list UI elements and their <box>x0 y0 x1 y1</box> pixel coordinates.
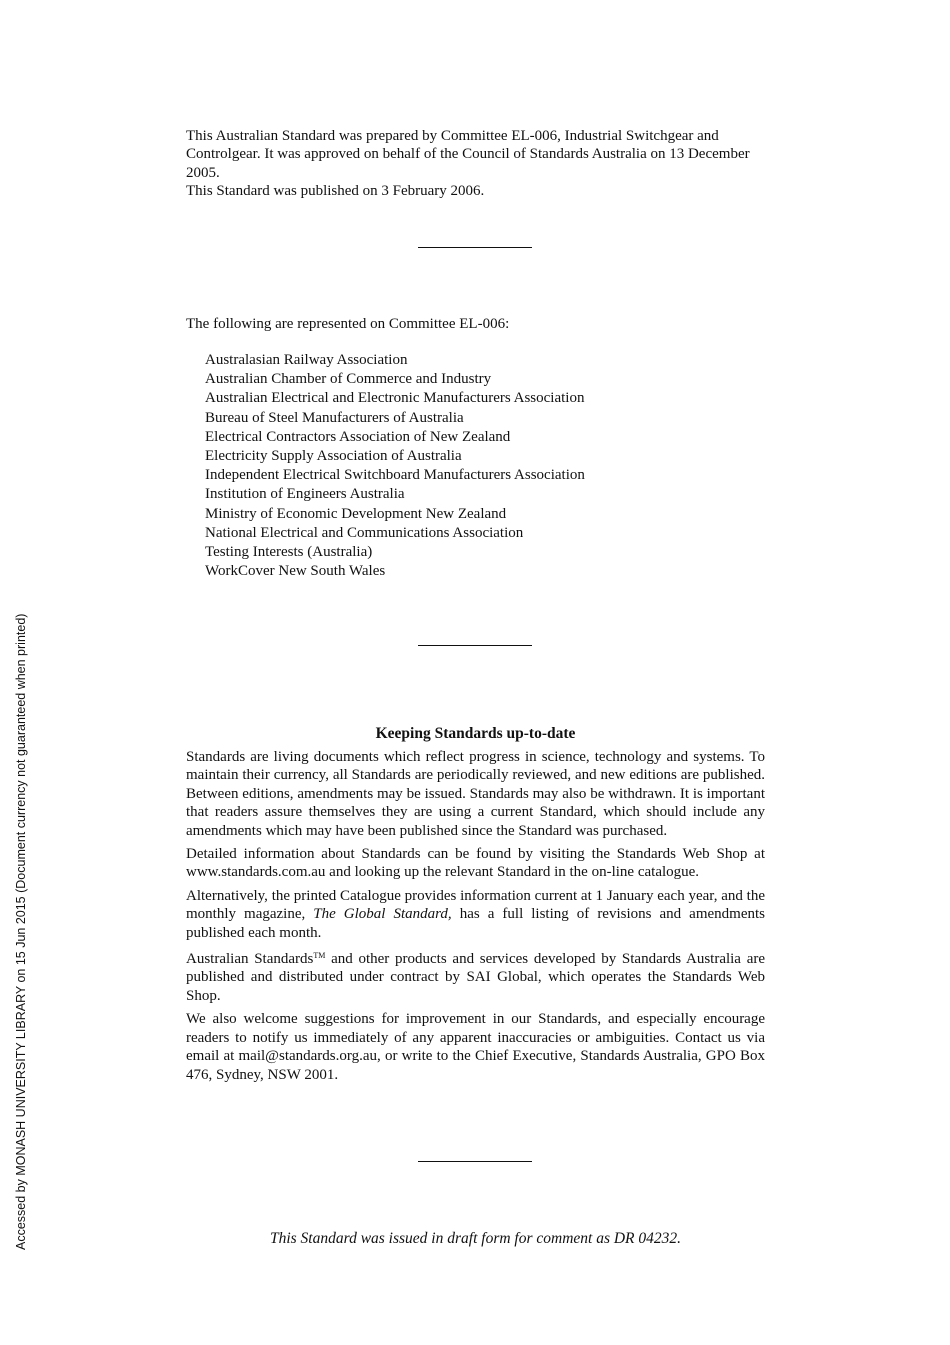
committee-member: Australian Electrical and Electronic Manufacturers Association <box>205 390 585 407</box>
keeping-standards-body <box>186 748 765 1089</box>
committee-member: Electrical Contractors Association of New Zealand <box>205 428 511 445</box>
sai-text: Australian Standards <box>186 951 314 968</box>
suggestions-paragraph: We also welcome suggestions for improvement in our Standards, and especially encourage readers to notify us immediately of any apparent inaccuracies or ambiguities. Contact us via email at mail@standards.org.au, or write to the Chief Executive, Standards Australia, GPO Box 476, Sydney, NSW 2001. <box>186 1011 765 1083</box>
committee-member: Electricity Supply Association of Australia <box>205 448 462 465</box>
catalogue-text: Alternatively, the printed Catalogue provides information current at 1 January each year, and the monthly magazine, <box>186 887 765 923</box>
committee-member: Testing Interests (Australia) <box>205 544 373 561</box>
committee-member: National Electrical and Communications Association <box>205 524 524 541</box>
access-watermark: Accessed by MONASH UNIVERSITY LIBRARY on 15 Jun 2015 (Document currency not guaranteed when printed) <box>14 613 28 1250</box>
living-documents-paragraph: Standards are living documents which reflect progress in science, technology and systems. To maintain their currency, all Standards are periodically reviewed, and new editions are published. Between editions, amendments may be issued. Standards may also be withdrawn. It is important that readers assure themselves they are using a current Standard, which should include any amendments which may have been published since the Standard was purchased. <box>186 749 765 839</box>
section-divider-2 <box>418 645 532 646</box>
committee-member: Bureau of Steel Manufacturers of Australia <box>205 409 464 426</box>
catalogue-paragraph <box>186 887 765 942</box>
section-divider-3 <box>418 1161 532 1162</box>
approval-paragraph: This Australian Standard was prepared by Committee EL-006, Industrial Switchgear and Controlgear. It was approved on behalf of the Council of Standards Australia on 13 December 2005. <box>186 128 750 181</box>
sai-text-end: and other products and services developed by Standards Australia are published and distributed under contract by SAI Global, which operates the Standards Web Shop. <box>186 951 766 1004</box>
committee-intro: The following are represented on Committee EL-006: <box>186 316 510 332</box>
section-divider-1 <box>418 247 532 248</box>
web-shop-paragraph: Detailed information about Standards can be found by visiting the Standards Web Shop at www.standards.com.au and looking up the relevant Standard in the on-line catalogue. <box>186 846 765 881</box>
committee-member: Independent Electrical Switchboard Manufacturers Association <box>205 467 585 484</box>
committee-member: Australasian Railway Association <box>205 352 408 368</box>
catalogue-text-end: has a full listing of revisions and amendments published each month. <box>186 906 765 941</box>
publication-date-paragraph: This Standard was published on 3 February 2006. <box>186 182 485 199</box>
approval-notice <box>186 127 765 200</box>
committee-member-list <box>205 351 585 581</box>
committee-member: Australian Chamber of Commerce and Industry <box>205 371 492 388</box>
sai-global-paragraph <box>186 947 765 1005</box>
keeping-standards-heading: Keeping Standards up-to-date <box>375 725 576 742</box>
committee-member: WorkCover New South Wales <box>205 563 386 580</box>
magazine-title: The Global Standard, <box>313 906 452 923</box>
draft-footer: This Standard was issued in draft form for comment as DR 04232. <box>269 1230 682 1247</box>
trademark-mark: TM <box>313 951 326 961</box>
committee-member: Institution of Engineers Australia <box>205 486 405 503</box>
committee-member: Ministry of Economic Development New Zealand <box>205 505 507 522</box>
